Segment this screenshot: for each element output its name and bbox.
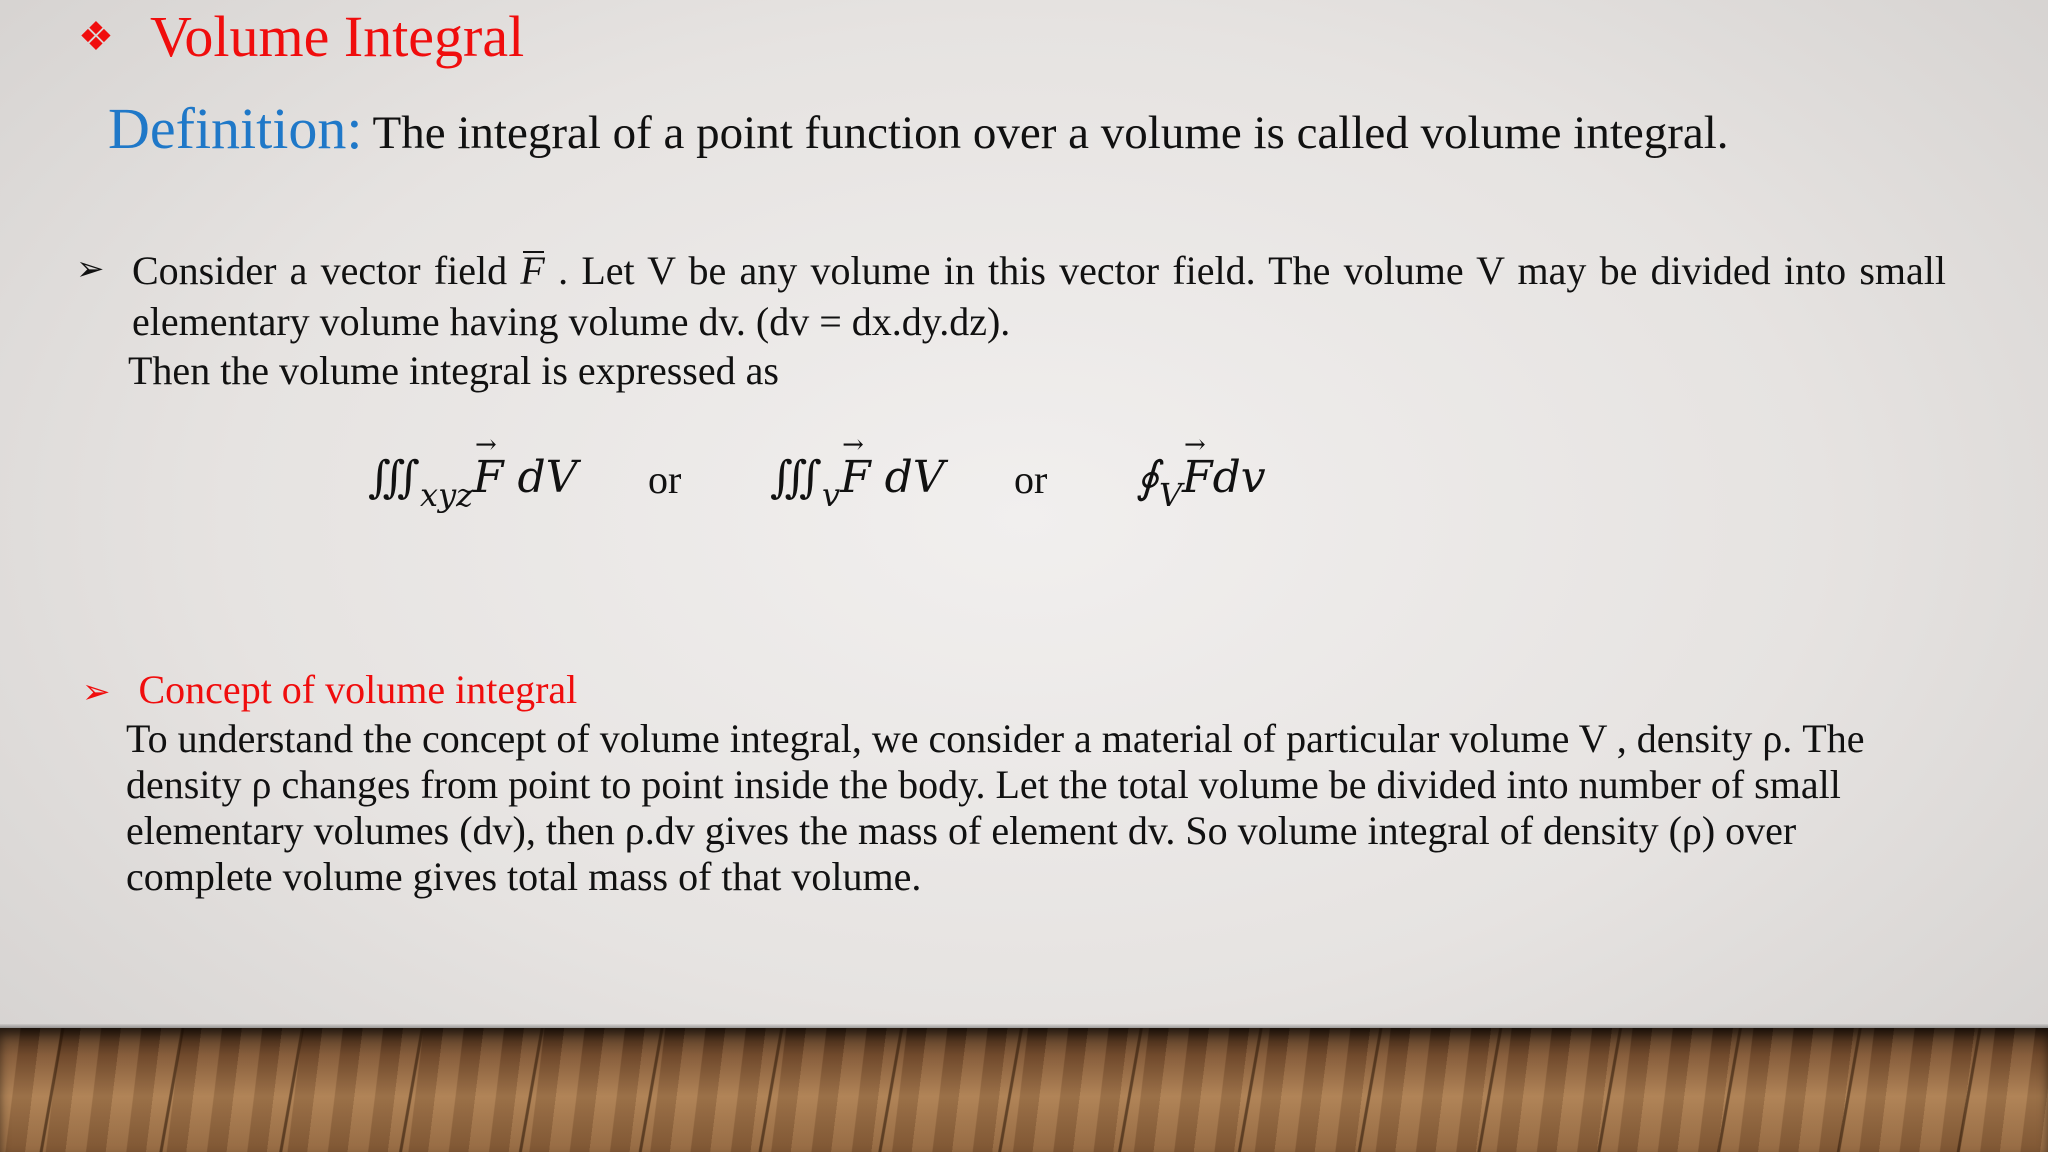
integral-subscript: v [822,476,841,514]
vector-f: → F [1182,452,1213,503]
title-text: Volume Integral [150,4,525,69]
diamond-bullet-icon: ❖ [78,14,114,59]
integral-sign: ∭ [770,452,823,503]
slide-title [78,2,524,72]
vector-field-text-2: . Let V be any volume in this vector field. The volume V may be divided into small elementary volume having volume dv. (dv = dx.dy.dz). [132,248,1946,344]
or-connector-2: or [1014,457,1048,502]
arrow-bullet-icon: ➢ [82,674,111,711]
definition [108,95,1729,162]
wooden-floor-background [0,1028,2048,1152]
formula-triple-integral-v [770,452,945,514]
integral-sign: ∮ [1136,452,1159,503]
integral-sign: ∭ [368,452,421,503]
vector-field-text-1: Consider a vector field [132,248,521,293]
formula-triple-integral-xyz [368,452,577,514]
integral-subscript: V [1158,476,1183,514]
formula-contour-integral-v [1136,452,1266,514]
concept-heading [82,666,577,713]
definition-label: Definition: [108,96,363,161]
vector-field-bullet [76,245,1946,347]
arrow-bullet-icon: ➢ [76,251,105,288]
then-line: Then the volume integral is expressed as [128,348,779,393]
integral-subscript: xyz [420,476,473,514]
or-connector-1: or [648,457,682,502]
concept-paragraph: To understand the concept of volume integral, we consider a material of particular volume V , density ρ. The density ρ changes from point to point inside the body. Let the total volume be divided into number of small elementary volumes (dv), then ρ.dv gives the mass of element dv. So volume integral of density (ρ) over complete volume gives total mass of that volume. [126,716,1865,899]
vector-f: → F [840,452,871,503]
vector-f-symbol: F [520,245,544,296]
concept-title: Concept of volume integral [138,667,578,712]
differential: dV [870,452,945,503]
definition-text: The integral of a point function over a volume is called volume integral. [372,107,1729,159]
differential: dV [503,452,578,503]
vector-field-paragraph [132,245,1946,347]
vector-f: → F [473,452,504,503]
differential: dv [1212,452,1266,503]
